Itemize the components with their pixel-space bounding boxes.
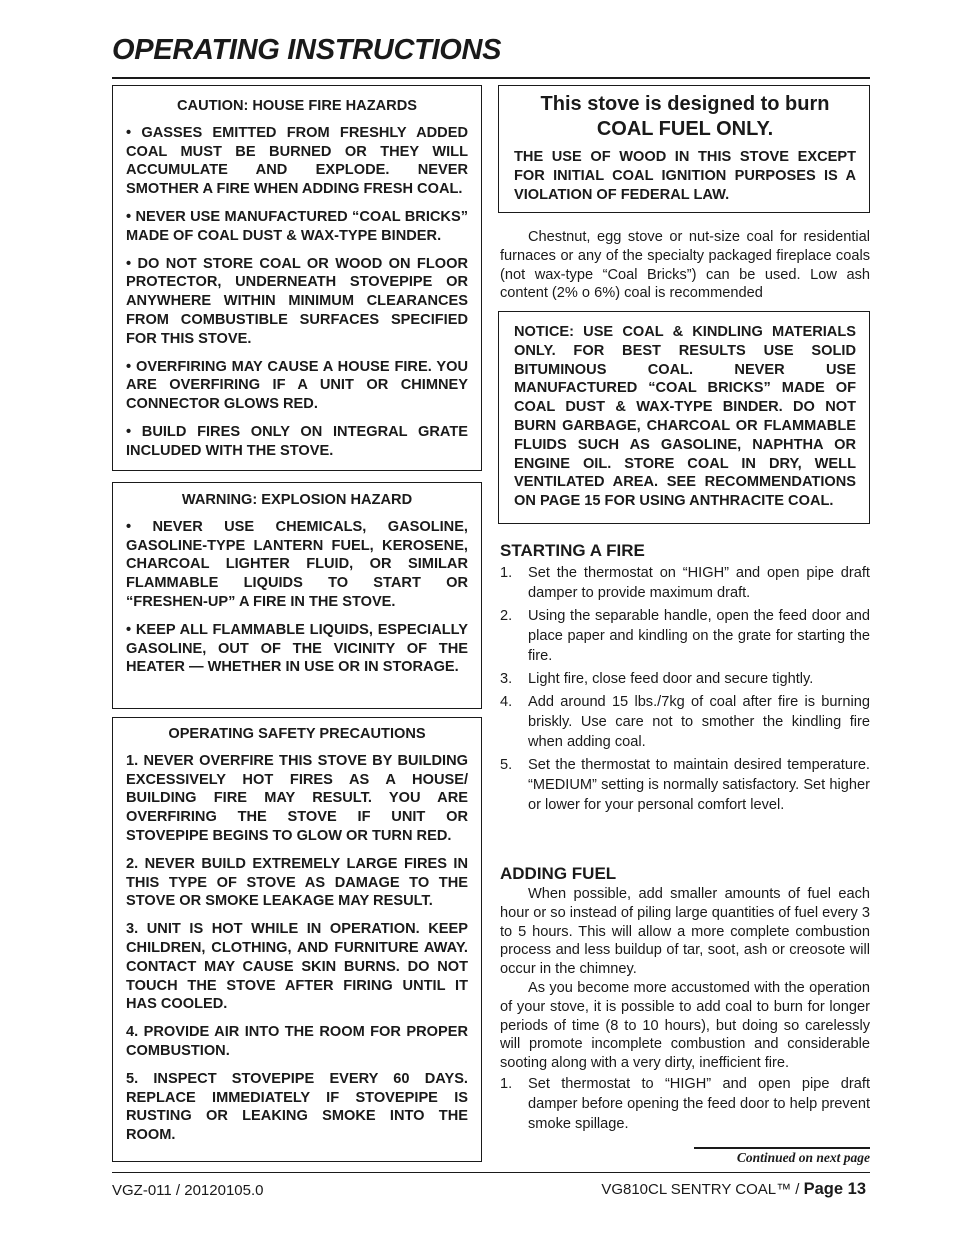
coal-only-box bbox=[498, 85, 870, 213]
warning-title: WARNING: EXPLOSION HAZARD bbox=[181, 492, 413, 508]
continued-rule bbox=[694, 1147, 870, 1149]
caution-item: • DO NOT STORE COAL OR WOOD ON FLOOR PROTECTOR, UNDERNEATH STOVEPIPE OR ANYWHERE WITHIN MINIMUM CLEARANCES FROM COMBUSTIBLE SURFACES SPECIFIED FOR THIS STOVE. bbox=[126, 255, 468, 347]
adding-fuel-heading: ADDING FUEL bbox=[500, 864, 617, 883]
caution-title: CAUTION: HOUSE FIRE HAZARDS bbox=[177, 98, 417, 114]
warning-item: • NEVER USE CHEMICALS, GASOLINE, GASOLINE-TYPE LANTERN FUEL, KEROSENE, CHARCOAL LIGHTER FLUID, OR SIMILAR FLAMMABLE LIQUIDS TO START OR “FRESHEN-UP” A FIRE IN THE STOVE. bbox=[126, 518, 468, 610]
step-number: 1. bbox=[500, 565, 513, 581]
notice-text: NOTICE: USE COAL & KINDLING MATERIALS ONLY. FOR BEST RESULTS USE SOLID BITUMINOUS COAL. NEVER USE MANUFACTURED “COAL BRICKS” MADE OF COAL DUST & WAX-TYPE BINDER. DO NOT BURN GARBAGE, CHARCOAL OR FLAMMABLE FLUIDS SUCH AS GASOLINE, NAPHTHA OR ENGINE OIL. STORE COAL IN DRY, WELL VENTILATED AREA. SEE RECOMMENDATIONS ON PAGE 15 FOR USING ANTHRACITE COAL. bbox=[514, 324, 856, 510]
coal-heading bbox=[514, 92, 856, 142]
page-number: Page 13 bbox=[803, 1180, 866, 1198]
notice-box bbox=[498, 311, 870, 524]
caution-item: • BUILD FIRES ONLY ON INTEGRAL GRATE INCLUDED WITH THE STOVE. bbox=[126, 423, 468, 459]
caution-box bbox=[112, 85, 482, 471]
safety-title: OPERATING SAFETY PRECAUTIONS bbox=[168, 726, 426, 742]
coal-box-text: THE USE OF WOOD IN THIS STOVE EXCEPT FOR INITIAL COAL IGNITION PURPOSES IS A VIOLATION OF FEDERAL LAW. bbox=[514, 149, 856, 203]
safety-item: 4. PROVIDE AIR INTO THE ROOM FOR PROPER COMBUSTION. bbox=[126, 1024, 468, 1059]
document-code: VGZ-011 / 20120105.0 bbox=[112, 1182, 264, 1199]
list-item bbox=[500, 563, 870, 603]
adding-fuel-steps bbox=[500, 1074, 870, 1137]
list-item bbox=[500, 1074, 870, 1134]
coal-heading-line2: COAL FUEL ONLY. bbox=[596, 118, 774, 140]
list-item bbox=[500, 669, 870, 689]
adding-fuel-body bbox=[500, 885, 870, 1073]
list-item bbox=[500, 606, 870, 666]
caution-item: • GASSES EMITTED FROM FRESHLY ADDED COAL MUST BE BURNED OR THEY WILL ACCUMULATE AND EXPLODE. NEVER SMOTHER A FIRE WHEN ADDING FRESH COAL. bbox=[126, 124, 468, 198]
safety-item: 2. NEVER BUILD EXTREMELY LARGE FIRES IN THIS TYPE OF STOVE AS DAMAGE TO THE STOVE OR SMOKE LEAKAGE MAY RESULT. bbox=[126, 855, 468, 910]
caution-item: • OVERFIRING MAY CAUSE A HOUSE FIRE. YOU ARE OVERFIRING IF A UNIT OR CHIMNEY CONNECTOR GLOWS RED. bbox=[126, 358, 468, 413]
step-text: Light fire, close feed door and secure tightly. bbox=[528, 671, 814, 687]
page-title: OPERATING INSTRUCTIONS bbox=[112, 34, 502, 66]
step-text: Set the thermostat on “HIGH” and open pipe draft damper to provide maximum draft. bbox=[528, 565, 870, 601]
footer-rule bbox=[112, 1172, 870, 1173]
step-number: 1. bbox=[500, 1076, 513, 1092]
step-number: 2. bbox=[500, 608, 513, 624]
starting-fire-heading: STARTING A FIRE bbox=[500, 541, 645, 560]
header-rule bbox=[112, 77, 870, 79]
coal-heading-line1: This stove is designed to burn bbox=[540, 93, 830, 115]
product-name: VG810CL SENTRY COAL™ / bbox=[601, 1181, 804, 1198]
safety-item: 1. NEVER OVERFIRE THIS STOVE BY BUILDING EXCESSIVELY HOT FIRES AS A HOUSE/ BUILDING FIRE MAY RESULT. YOU ARE OVERFIRING THE STOVE IF UNIT OR STOVEPIPE BEGINS TO GLOW OR TURN RED. bbox=[126, 752, 468, 844]
warning-box bbox=[112, 482, 482, 709]
safety-box bbox=[112, 717, 482, 1162]
footer-page-info bbox=[601, 1180, 866, 1199]
adding-fuel-paragraph: When possible, add smaller amounts of fuel each hour or so instead of piling large quantities of fuel every 3 to 5 hours. This will allow a more complete combustion process and less buildup of tar, soot, ash or creosote will occur in the chimney. bbox=[500, 886, 870, 978]
list-item bbox=[500, 755, 870, 815]
step-number: 3. bbox=[500, 671, 513, 687]
step-text: Set thermostat to “HIGH” and open pipe draft damper before opening the feed door to help prevent smoke spillage. bbox=[528, 1076, 870, 1132]
step-text: Set the thermostat to maintain desired temperature. “MEDIUM” setting is normally satisfactory. Set higher or lower for your personal comfort level. bbox=[528, 757, 870, 813]
coal-description bbox=[500, 228, 870, 303]
step-text: Add around 15 lbs./7kg of coal after fire is burning briskly. Use care not to smother the kindling fire when adding coal. bbox=[528, 694, 870, 750]
step-text: Using the separable handle, open the feed door and place paper and kindling on the grate for starting the fire. bbox=[528, 608, 870, 664]
caution-item: • NEVER USE MANUFACTURED “COAL BRICKS” MADE OF COAL DUST & WAX-TYPE BINDER. bbox=[126, 208, 468, 244]
step-number: 4. bbox=[500, 694, 513, 710]
safety-item: 5. INSPECT STOVEPIPE EVERY 60 DAYS. REPLACE IMMEDIATELY IF STOVEPIPE IS RUSTING OR LEAKING SMOKE INTO THE ROOM. bbox=[126, 1070, 468, 1144]
step-number: 5. bbox=[500, 757, 513, 773]
continued-note: Continued on next page bbox=[736, 1150, 870, 1165]
adding-fuel-paragraph: As you become more accustomed with the operation of your stove, it is possible to add coal to burn for longer periods of time (8 to 10 hours), but doing so carelessly will promote incomplete combustion and considerable sooting along with a very dirty, inefficient fire. bbox=[500, 979, 870, 1072]
starting-fire-steps bbox=[500, 563, 870, 818]
coal-paragraph: Chestnut, egg stove or nut-size coal for residential furnaces or any of the specialty packaged fireplace coals (not wax-type “Coal Bricks”) can be used. Low ash content (2% o 6%) coal is recommended bbox=[500, 229, 870, 302]
warning-item: • KEEP ALL FLAMMABLE LIQUIDS, ESPECIALLY GASOLINE, OUT OF THE VICINITY OF THE HEATER — WHETHER IN USE OR IN STORAGE. bbox=[126, 621, 468, 676]
safety-item: 3. UNIT IS HOT WHILE IN OPERATION. KEEP CHILDREN, CLOTHING, AND FURNITURE AWAY. CONTACT MAY CAUSE SKIN BURNS. DO NOT TOUCH THE STOVE AFTER FIRING UNTIL IT HAS COOLED. bbox=[126, 921, 468, 1013]
list-item bbox=[500, 692, 870, 752]
